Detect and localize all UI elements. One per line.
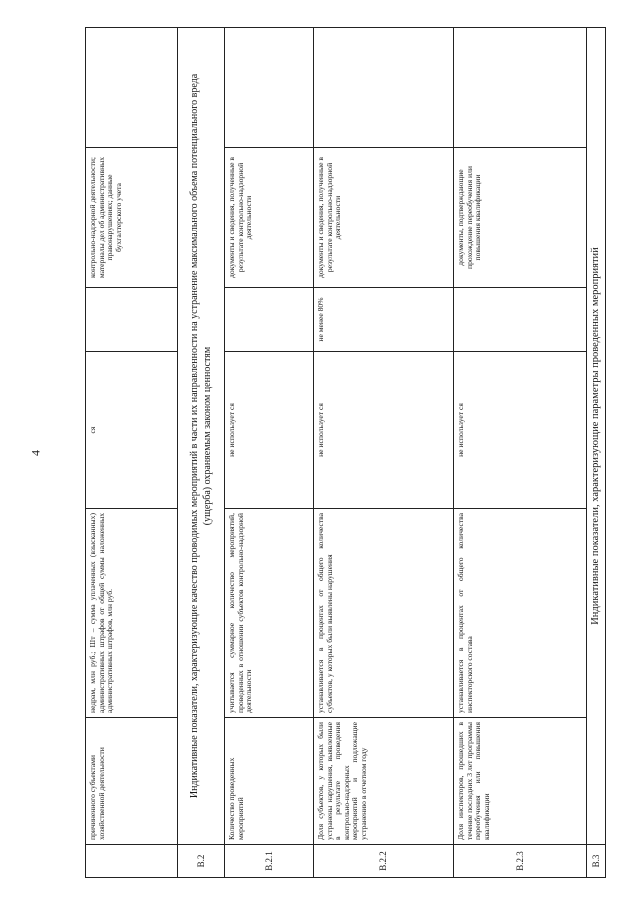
data-source: контрольно-надзорной деятельности; материалы дел об административных правонарушениях; данные бухгалтерского учета	[86, 148, 178, 288]
indicator-name: Доля субъектов, у которых были устранены нарушения, выявленные в результате проведения контрольно-надзорных мероприятий и подлежащие устранению в отчетном году	[314, 718, 454, 845]
target-value	[454, 288, 587, 352]
indicator-name: Количество проведенных мероприятий	[225, 718, 314, 845]
section-row	[178, 28, 225, 878]
table-row	[86, 28, 178, 878]
row-number: В.2.1	[225, 845, 314, 878]
table-row	[454, 28, 587, 878]
usage-status: не использует ся	[314, 352, 454, 509]
calculation-method: недрам, млн руб.; Шт – сумма уплаченных (взысканных) административных штрафов от общей суммы наложенных административных штрафов, млн руб.	[86, 509, 178, 718]
usage-status: не использует ся	[225, 352, 314, 509]
table-row	[225, 28, 314, 878]
section-heading: Индикативные показатели, характеризующие качество проводимых мероприятий в части их направленности на устранение максимального объема потенциального вреда (ущерба) охраняемым законом ценностям	[178, 28, 225, 845]
indicator-name: причиненного субъектами хозяйственной деятельности	[86, 718, 178, 845]
indicators-table	[85, 27, 606, 878]
section-number: В.2	[178, 845, 225, 878]
section-heading: Индикативные показатели, характеризующие параметры проведенных мероприятий	[587, 28, 606, 845]
usage-status: ся	[86, 352, 178, 509]
section-number: В.3	[587, 845, 606, 878]
data-source: документы и сведения, полученные в результате контрольно-надзорной деятельности	[314, 148, 454, 288]
data-source: документы, подтверждающие прохождение переобучения или повышения квалификации	[454, 148, 587, 288]
extra-cell	[86, 28, 178, 148]
calculation-method: учитывается суммарное количество мероприятий, проведенных в отношении субъектов контрольно-надзорной деятельности	[225, 509, 314, 718]
extra-cell	[314, 28, 454, 148]
page-number: 4	[28, 450, 43, 456]
row-number: В.2.2	[314, 845, 454, 878]
extra-cell	[225, 28, 314, 148]
indicator-name: Доля инспекторов, прошедших в течение последних 3 лет программы переобучения или повышения квалификации	[454, 718, 587, 845]
rotated-page-content	[85, 28, 605, 878]
calculation-method: устанавливается в процентах от общего количества субъектов, у которых были выявлены нарушения	[314, 509, 454, 718]
section-row	[587, 28, 606, 878]
target-value	[86, 288, 178, 352]
usage-status: не использует ся	[454, 352, 587, 509]
target-value	[225, 288, 314, 352]
extra-cell	[454, 28, 587, 148]
row-number	[86, 845, 178, 878]
data-source: документы и сведения, полученные в результате контрольно-надзорной деятельности	[225, 148, 314, 288]
row-number: В.2.3	[454, 845, 587, 878]
table-row	[314, 28, 454, 878]
target-value: не менее 80%	[314, 288, 454, 352]
calculation-method: устанавливается в процентах от общего количества инспекторского состава	[454, 509, 587, 718]
